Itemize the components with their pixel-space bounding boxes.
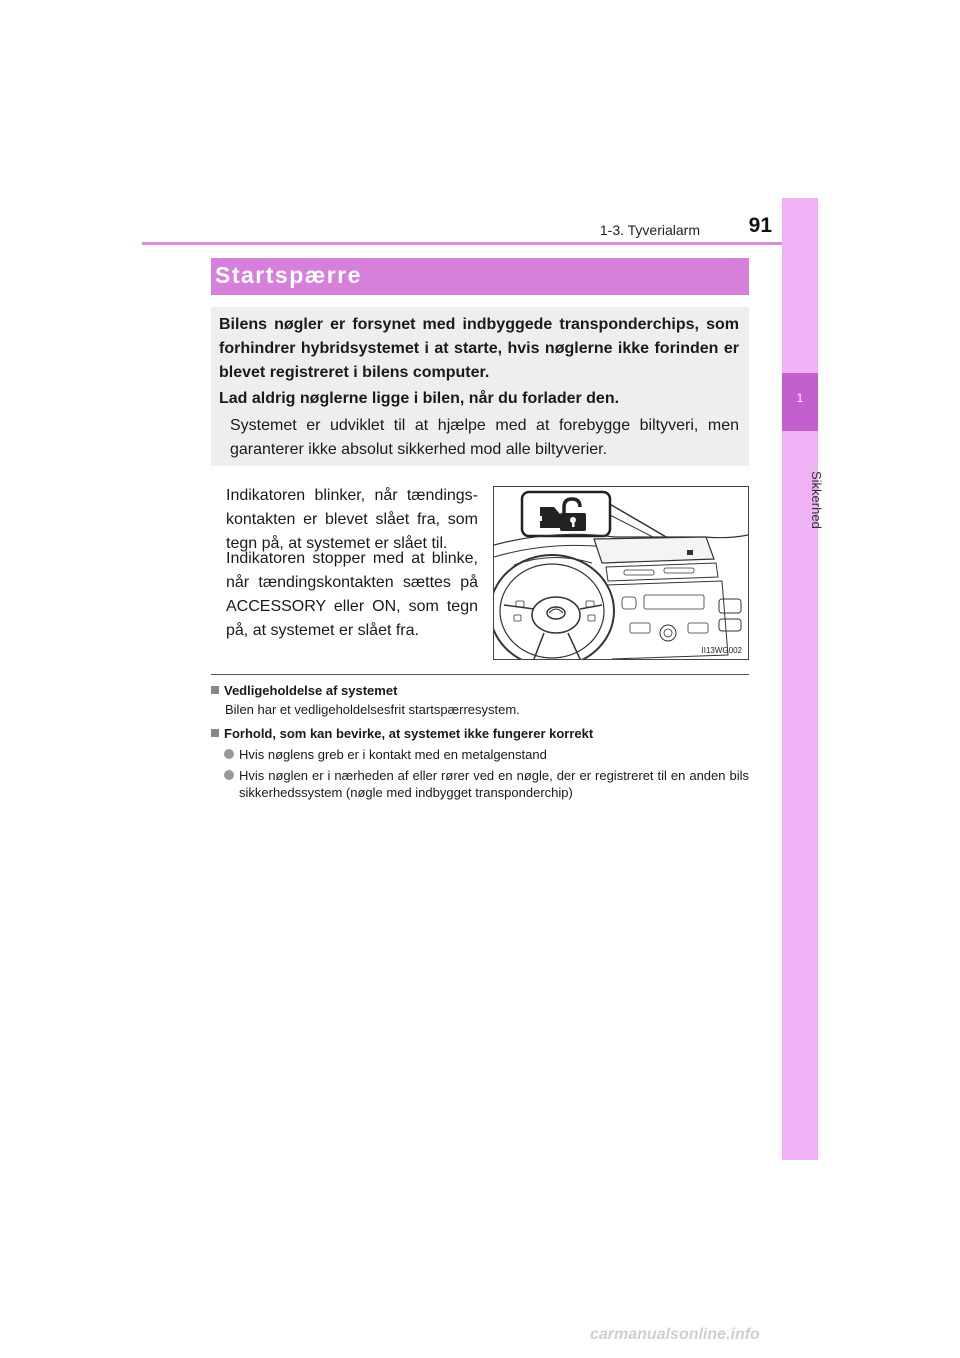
square-bullet-icon [211,686,219,694]
chapter-number: 1 [796,391,804,405]
chapter-side-tab [782,198,818,1160]
dashboard-illustration [494,487,748,659]
note-heading [211,725,749,742]
watermark: carmanualsonline.info [590,1326,760,1343]
header-rule [142,242,818,245]
body-paragraph-1: Indikatoren blinker, når tændings-kontakten er blevet slået fra, som tegn på, at systemet er slået til. [226,487,478,552]
dashboard-figure [493,486,749,660]
note-maintenance [211,682,749,718]
note-text: Bilen har et vedligeholdelsesfrit startspærresystem. [225,702,520,717]
note-heading-text: Vedligeholdelse af systemet [224,683,398,698]
page-title: Startspærre [215,262,362,288]
figure-code: II13WG002 [701,646,742,655]
note-conditions [211,725,749,742]
list-item-text: Hvis nøglen er i nærheden af eller rører ved en nøgle, der er registreret til en anden bils sikkerhedssystem (nøgle med indbygget transponderchip) [239,768,749,800]
section-divider [211,674,749,675]
info-paragraph-1: Bilens nøgler er forsynet med indbyggede transponderchips, som forhindrer hybridsystemet i at starte, hvis nøglerne ikke forinden er blevet registreret i bilens computer. [219,316,739,381]
round-bullet-icon [224,749,234,759]
chapter-label: Sikkerhed [809,471,824,529]
info-paragraph-3: Systemet er udviklet til at hjælpe med at forebygge biltyveri, men garanterer ikke absolut sikkerhed mod alle biltyverier. [230,417,739,458]
note-heading-text: Forhold, som kan bevirke, at systemet ikke fungerer korrekt [224,726,594,741]
info-paragraph-2: Lad aldrig nøglerne ligge i bilen, når du forlader den. [219,390,620,407]
body-paragraph-2: Indikatoren stopper med at blinke, når tændingskontakten sættes på ACCESSORY eller ON, som tegn på, at systemet er slået fra. [226,550,478,639]
page-number: 91 [748,214,772,237]
note-heading [211,682,749,699]
square-bullet-icon [211,729,219,737]
round-bullet-icon [224,770,234,780]
list-item [224,746,749,763]
list-item [224,767,749,801]
section-path: 1-3. Tyverialarm [599,222,700,238]
list-item-text: Hvis nøglens greb er i kontakt med en metalgenstand [239,747,547,762]
